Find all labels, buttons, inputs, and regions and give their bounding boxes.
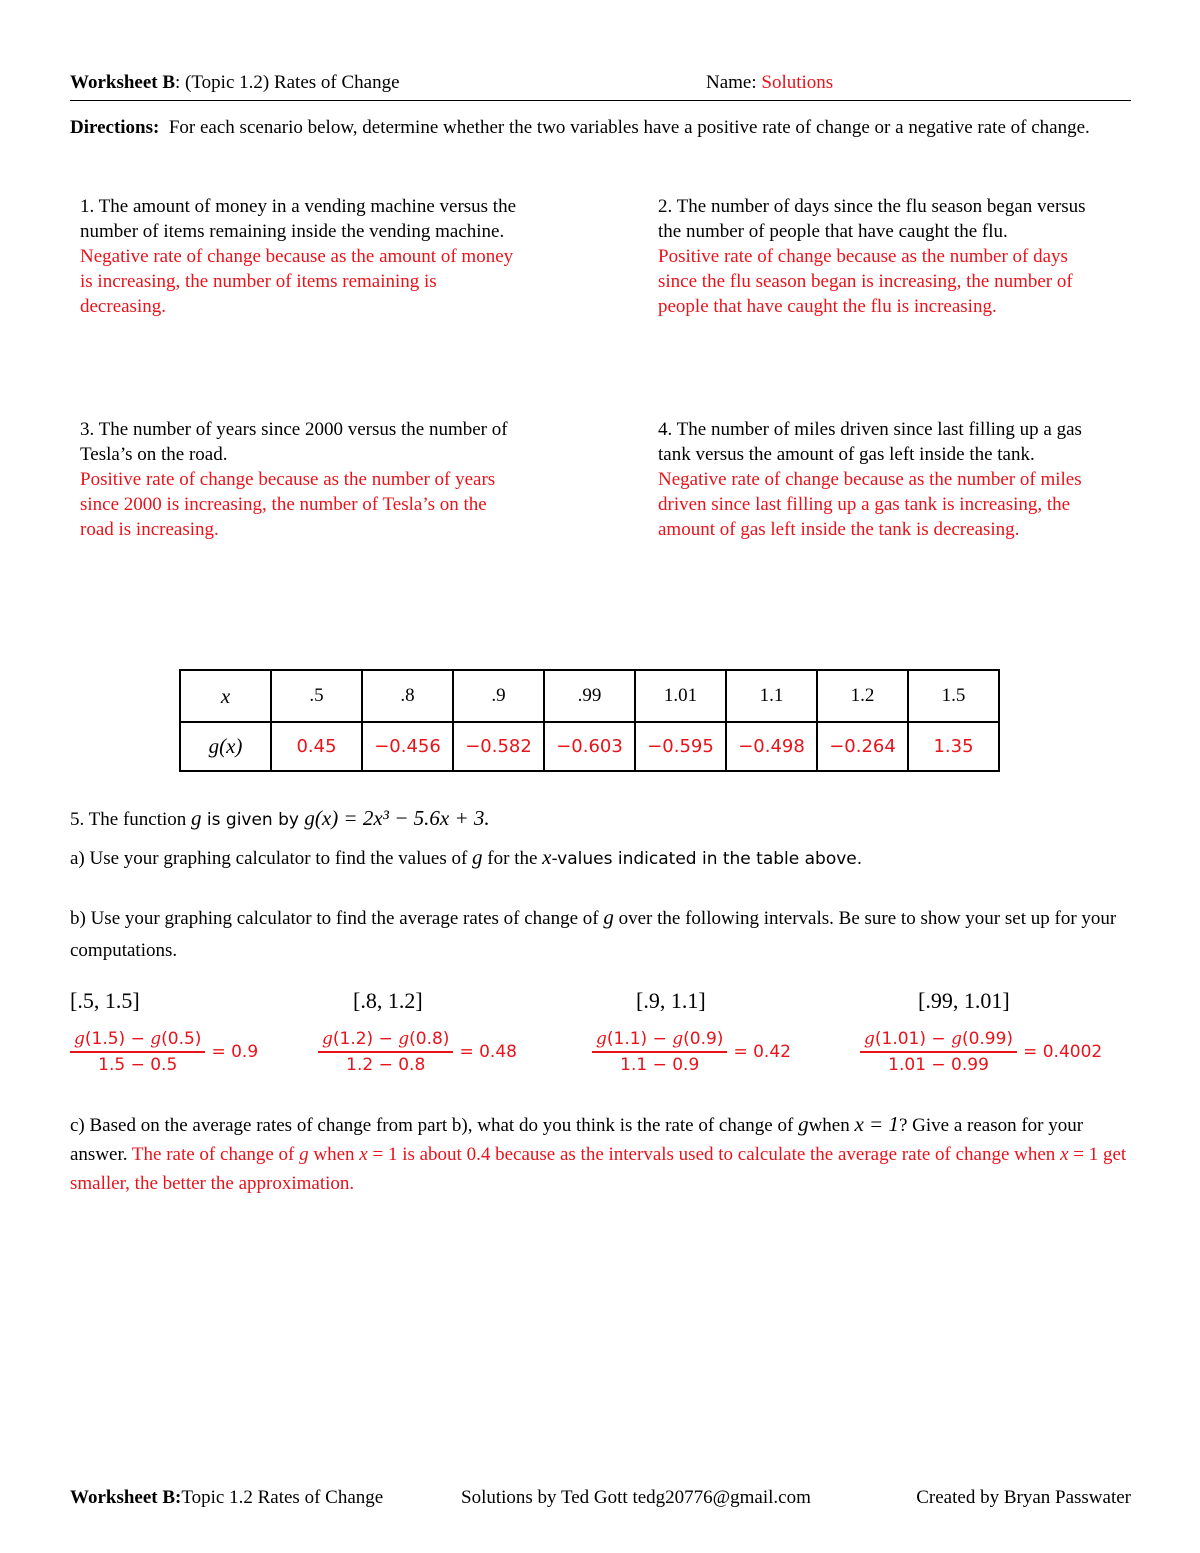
table-header-x: x [180,670,271,722]
table-cell-x: 1.01 [635,670,726,722]
table-cell-x: .5 [271,670,362,722]
question-5: 5. The function g is given by g(x) = 2x³ − 5.6x + 3. [70,806,490,830]
table-cell-g: −0.603 [544,722,635,771]
fraction: $\frac{g(1.01) - g(0.99)}{1.01 - 0.99}$ [860,1029,1017,1075]
answer-5c: The rate of change of g when x = 1 is about 0.4 because as the intervals used to calculate the average rate of change when x = 1 get smaller, the better the approximation. [70,1144,1127,1194]
result: = 0.48 [459,1042,517,1062]
footer-author: Created by Bryan Passwater [916,1487,1131,1508]
table-cell-x: .9 [453,670,544,722]
problem-question: 1. The amount of money in a vending machine versus the number of items remaining inside the vending machine. [80,196,517,242]
worksheet-footer [70,1487,1131,1513]
function-formula: g(x) = 2x³ − 5.6x + 3. [304,806,490,830]
interval-label: [.8, 1.2] [353,988,423,1013]
directions [70,114,1120,142]
question-5b: b) Use your graphing calculator to find the average rates of change of g over the following intervals. Be sure to show your set up for your computations. [70,905,1117,961]
table-cell-g: −0.498 [726,722,817,771]
problem-2 [658,194,1103,319]
table-header-g: g(x) [180,722,271,771]
result: = 0.42 [733,1042,791,1062]
question-5c: c) Based on the average rates of change from part b), what do you think is the rate of change of gwhen x = 1? Give a reason for your answer. The rate of change of g when x = 1 is about 0.4 because as the intervals used to calculate the average rate of change when x = 1 get smaller, the better the approximation. [70,1112,1127,1194]
table-cell-g: −0.264 [817,722,908,771]
fraction: $\frac{g(1.2) - g(0.8)}{1.2 - 0.8}$ [318,1029,453,1075]
problem-3 [80,417,520,542]
worksheet-title: Worksheet B: (Topic 1.2) Rates of Change [70,72,400,93]
interval-label: [.5, 1.5] [70,988,140,1013]
problem-answer: Negative rate of change because as the amount of money is increasing, the number of items remaining is decreasing. [80,246,514,317]
problem-answer: Negative rate of change because as the number of miles driven since last filling up a gas tank is increasing, the amount of gas left inside the tank is decreasing. [658,469,1082,540]
problem-answer: Positive rate of change because as the number of years since 2000 is increasing, the number of Tesla’s on the road is increasing. [80,469,496,540]
result: = 0.4002 [1023,1042,1103,1062]
problem-question: 4. The number of miles driven since last filling up a gas tank versus the amount of gas left inside the tank. [658,419,1082,465]
directions-label: Directions: [70,117,160,138]
table-cell-g: 1.35 [908,722,999,771]
problem-question: 3. The number of years since 2000 versus the number of Tesla’s on the road. [80,419,508,465]
interval-computation [318,1029,517,1075]
interval-computation [860,1029,1102,1075]
footer-title: Worksheet B: Topic 1.2 Rates of Change [70,1487,384,1508]
problem-1 [80,194,520,319]
name-value: Solutions [761,72,834,93]
table-row-x [180,670,999,722]
directions-text: For each scenario below, determine whether the two variables have a positive rate of change or a negative rate of change. [168,117,1090,138]
table-cell-g: −0.456 [362,722,453,771]
table-cell-x: .99 [544,670,635,722]
question-5a: a) Use your graphing calculator to find the values of g for the x-values indicated in the table above. [70,845,863,869]
table-cell-x: 1.1 [726,670,817,722]
table-cell-x: 1.5 [908,670,999,722]
name-line: Name: Solutions [706,72,834,93]
table-cell-g: −0.582 [453,722,544,771]
fraction: $\frac{g(1.1) - g(0.9)}{1.1 - 0.9}$ [592,1029,727,1075]
interval-label: [.99, 1.01] [918,988,1010,1013]
values-table [179,669,1000,772]
fraction: $\frac{g(1.5) - g(0.5)}{1.5 - 0.5}$ [70,1029,205,1075]
table-cell-g: 0.45 [271,722,362,771]
worksheet-header [70,72,1131,101]
footer-credits: Solutions by Ted Gott tedg20776@gmail.com [461,1487,811,1508]
problem-4 [658,417,1103,542]
interval-computation [592,1029,791,1075]
table-row-g [180,722,999,771]
problem-question: 2. The number of days since the flu season began versus the number of people that have caught the flu. [658,196,1086,242]
interval-computation [70,1029,258,1075]
table-cell-x: 1.2 [817,670,908,722]
problem-answer: Positive rate of change because as the number of days since the flu season began is increasing, the number of people that have caught the flu is increasing. [658,246,1073,317]
interval-label: [.9, 1.1] [636,988,706,1013]
table-cell-x: .8 [362,670,453,722]
result: = 0.9 [211,1042,259,1062]
table-cell-g: −0.595 [635,722,726,771]
